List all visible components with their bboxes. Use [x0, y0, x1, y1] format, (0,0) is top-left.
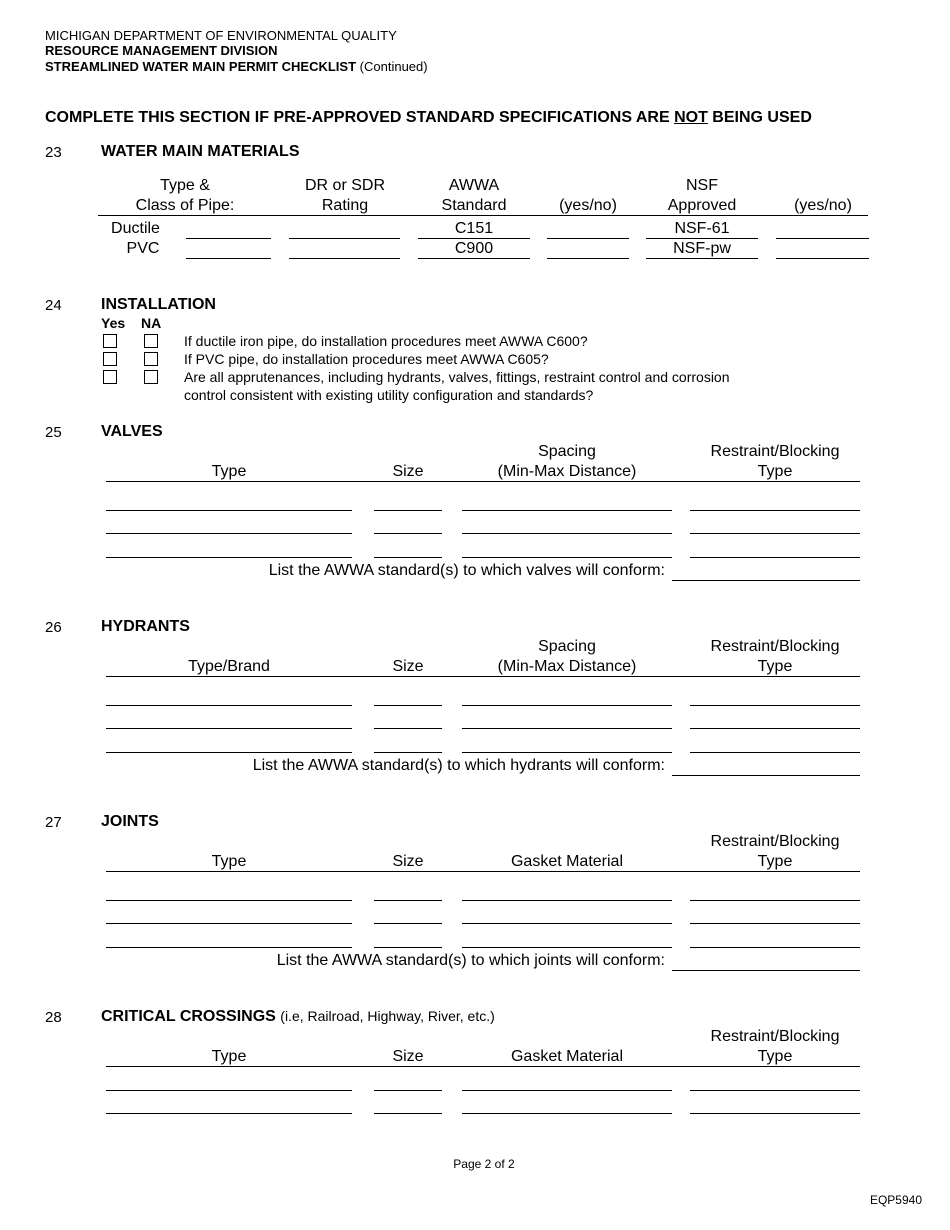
header-form-title	[45, 60, 428, 74]
awwa-standard: C151	[454, 220, 494, 237]
hydrant-restraint-field[interactable]	[690, 705, 860, 706]
col-dr-b: Rating	[321, 197, 369, 214]
pvc-dr-field[interactable]	[289, 258, 400, 259]
pipe-type: PVC	[126, 240, 160, 257]
joint-gasket-field[interactable]	[462, 900, 672, 901]
col-gasket: Gasket Material	[510, 1048, 624, 1065]
section-number: 27	[45, 814, 62, 831]
pvc-class-field[interactable]	[186, 258, 271, 259]
awwa-standard: C900	[454, 240, 494, 257]
section-number: 23	[45, 144, 62, 161]
form-title-suffix: (Continued)	[359, 59, 428, 74]
joint-gasket-field[interactable]	[462, 947, 672, 948]
valve-spacing-field[interactable]	[462, 557, 672, 558]
valves-standard-field[interactable]	[672, 580, 860, 581]
yes-checkbox[interactable]	[103, 334, 117, 348]
nsf-standard: NSF-pw	[673, 240, 731, 257]
col-restraint-a: Restraint/Blocking	[710, 443, 840, 460]
col-awwa-a: AWWA	[448, 177, 500, 194]
hydrant-size-field[interactable]	[374, 728, 442, 729]
awwa-standard-rule	[418, 258, 530, 259]
hydrant-type-field[interactable]	[106, 728, 352, 729]
yes-column-label: Yes	[101, 315, 126, 331]
joint-size-field[interactable]	[374, 923, 442, 924]
col-spacing-b: (Min-Max Distance)	[497, 463, 637, 480]
installation-question: If ductile iron pipe, do installation procedures meet AWWA C600?	[184, 333, 588, 349]
col-restraint-b: Type	[757, 463, 793, 480]
col-type-a: Type &	[160, 177, 210, 194]
col-size: Size	[392, 463, 424, 480]
na-checkbox[interactable]	[144, 334, 158, 348]
na-column-label: NA	[141, 315, 162, 331]
awwa-standard-rule	[418, 238, 530, 239]
instruction-part2: BEING USED	[707, 109, 812, 126]
table-header-rule	[106, 871, 860, 872]
valve-size-field[interactable]	[374, 557, 442, 558]
crossing-gasket-field[interactable]	[462, 1113, 672, 1114]
col-nsf-b: Approved	[667, 197, 737, 214]
hydrant-size-field[interactable]	[374, 705, 442, 706]
ductile-dr-field[interactable]	[289, 238, 400, 239]
header-division: RESOURCE MANAGEMENT DIVISION	[45, 43, 278, 58]
col-type: Type	[211, 853, 247, 870]
form-id: EQP5940	[869, 1193, 922, 1207]
section-title: CRITICAL CROSSINGS	[101, 1008, 276, 1025]
instruction-emphasis: NOT	[674, 109, 708, 126]
col-restraint-b: Type	[757, 853, 793, 870]
joint-restraint-field[interactable]	[690, 947, 860, 948]
col-restraint-a: Restraint/Blocking	[710, 833, 840, 850]
hydrant-spacing-field[interactable]	[462, 728, 672, 729]
hydrant-size-field[interactable]	[374, 752, 442, 753]
yes-checkbox[interactable]	[103, 352, 117, 366]
ductile-nsf-yesno-field[interactable]	[776, 238, 869, 239]
col-restraint-a: Restraint/Blocking	[710, 638, 840, 655]
crossing-restraint-field[interactable]	[690, 1090, 860, 1091]
hydrant-spacing-field[interactable]	[462, 705, 672, 706]
joint-gasket-field[interactable]	[462, 923, 672, 924]
crossing-size-field[interactable]	[374, 1090, 442, 1091]
col-spacing-a: Spacing	[538, 443, 596, 460]
yes-checkbox[interactable]	[103, 370, 117, 384]
valve-spacing-field[interactable]	[462, 533, 672, 534]
joint-type-field[interactable]	[106, 900, 352, 901]
col-type: Type	[211, 463, 247, 480]
hydrants-standard-field[interactable]	[672, 775, 860, 776]
crossing-restraint-field[interactable]	[690, 1113, 860, 1114]
valve-spacing-field[interactable]	[462, 510, 672, 511]
joint-type-field[interactable]	[106, 947, 352, 948]
section-instruction	[45, 109, 812, 127]
hydrant-type-field[interactable]	[106, 752, 352, 753]
installation-question-continued: control consistent with existing utility configuration and standards?	[184, 387, 594, 403]
joint-restraint-field[interactable]	[690, 900, 860, 901]
valve-restraint-field[interactable]	[690, 557, 860, 558]
table-header-rule	[106, 676, 860, 677]
valve-type-field[interactable]	[106, 557, 352, 558]
col-type: Type	[211, 1048, 247, 1065]
col-dr-a: DR or SDR	[304, 177, 385, 194]
nsf-standard: NSF-61	[674, 220, 730, 237]
joint-type-field[interactable]	[106, 923, 352, 924]
section-title: JOINTS	[101, 813, 159, 830]
installation-question: If PVC pipe, do installation procedures meet AWWA C605?	[184, 351, 549, 367]
pvc-awwa-yesno-field[interactable]	[547, 258, 629, 259]
header-department: MICHIGAN DEPARTMENT OF ENVIRONMENTAL QUALITY	[45, 28, 397, 43]
col-type-b: Class of Pipe:	[135, 197, 235, 214]
valve-size-field[interactable]	[374, 533, 442, 534]
section-number: 26	[45, 619, 62, 636]
valve-restraint-field[interactable]	[690, 533, 860, 534]
page-number: Page 2 of 2	[453, 1157, 515, 1171]
pvc-nsf-yesno-field[interactable]	[776, 258, 869, 259]
col-size: Size	[392, 658, 424, 675]
joint-size-field[interactable]	[374, 900, 442, 901]
crossing-type-field[interactable]	[106, 1113, 352, 1114]
col-restraint-b: Type	[757, 658, 793, 675]
valve-restraint-field[interactable]	[690, 510, 860, 511]
joint-restraint-field[interactable]	[690, 923, 860, 924]
col-spacing-a: Spacing	[538, 638, 596, 655]
instruction-part1: COMPLETE THIS SECTION IF PRE-APPROVED STANDARD SPECIFICATIONS ARE	[45, 109, 675, 126]
ductile-awwa-yesno-field[interactable]	[547, 238, 629, 239]
section-subtitle: (i.e, Railroad, Highway, River, etc.)	[280, 1008, 495, 1024]
section-title: VALVES	[101, 423, 163, 440]
table-header-rule	[98, 215, 868, 216]
valve-type-field[interactable]	[106, 533, 352, 534]
nsf-standard-rule	[646, 238, 758, 239]
col-type-brand: Type/Brand	[188, 658, 270, 675]
section-title: WATER MAIN MATERIALS	[101, 143, 300, 160]
na-checkbox[interactable]	[144, 370, 158, 384]
col-size: Size	[392, 1048, 424, 1065]
hydrant-type-field[interactable]	[106, 705, 352, 706]
hydrant-restraint-field[interactable]	[690, 728, 860, 729]
hydrants-standard-label: List the AWWA standard(s) to which hydrants will conform:	[252, 757, 665, 774]
crossing-type-field[interactable]	[106, 1090, 352, 1091]
crossing-size-field[interactable]	[374, 1113, 442, 1114]
joints-standard-field[interactable]	[672, 970, 860, 971]
installation-question: Are all apprutenances, including hydrants, valves, fittings, restraint control and corrosion	[184, 369, 730, 385]
section-heading	[101, 1008, 495, 1026]
table-header-rule	[106, 1066, 860, 1067]
hydrant-spacing-field[interactable]	[462, 752, 672, 753]
col-restraint-b: Type	[757, 1048, 793, 1065]
col-yesno-2: (yes/no)	[794, 197, 852, 214]
pipe-type: Ductile	[111, 220, 160, 237]
section-number: 24	[45, 297, 62, 314]
valve-size-field[interactable]	[374, 510, 442, 511]
form-title: STREAMLINED WATER MAIN PERMIT CHECKLIST	[45, 59, 357, 74]
col-restraint-a: Restraint/Blocking	[710, 1028, 840, 1045]
crossing-gasket-field[interactable]	[462, 1090, 672, 1091]
col-spacing-b: (Min-Max Distance)	[497, 658, 637, 675]
nsf-standard-rule	[646, 258, 758, 259]
joint-size-field[interactable]	[374, 947, 442, 948]
col-yesno-1: (yes/no)	[559, 197, 617, 214]
section-title: INSTALLATION	[101, 296, 216, 313]
valves-standard-label: List the AWWA standard(s) to which valves will conform:	[268, 562, 665, 579]
section-title: HYDRANTS	[101, 618, 190, 635]
joints-standard-label: List the AWWA standard(s) to which joints will conform:	[276, 952, 665, 969]
col-size: Size	[392, 853, 424, 870]
na-checkbox[interactable]	[144, 352, 158, 366]
col-nsf-a: NSF	[686, 177, 718, 194]
col-gasket: Gasket Material	[510, 853, 624, 870]
col-awwa-b: Standard	[441, 197, 507, 214]
table-header-rule	[106, 481, 860, 482]
valve-type-field[interactable]	[106, 510, 352, 511]
ductile-class-field[interactable]	[186, 238, 271, 239]
section-number: 25	[45, 424, 62, 441]
section-number: 28	[45, 1009, 62, 1026]
hydrant-restraint-field[interactable]	[690, 752, 860, 753]
